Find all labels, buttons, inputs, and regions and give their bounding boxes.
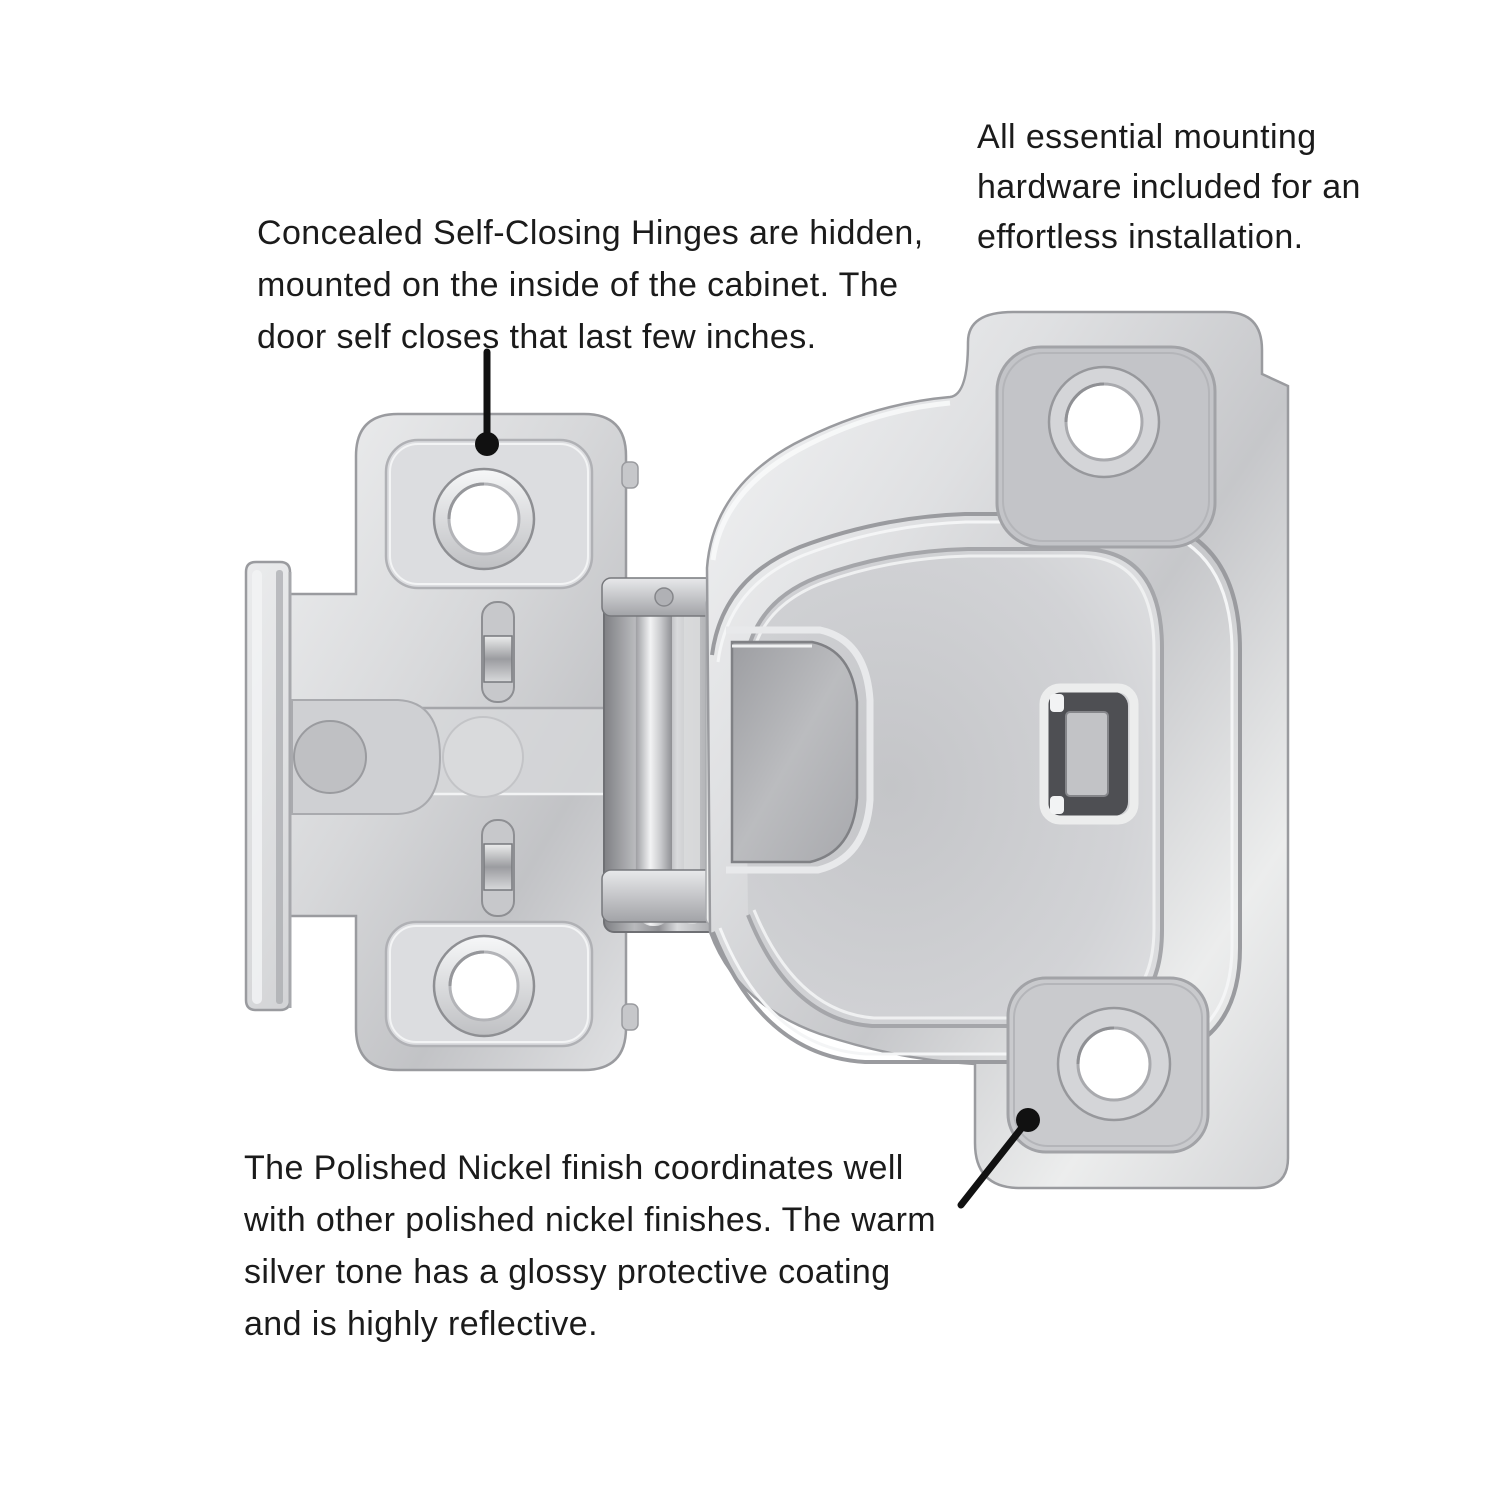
annotation-line: effortless installation. — [977, 218, 1304, 256]
annotation-line: with other polished nickel finishes. The warm — [244, 1201, 937, 1239]
screw-hole-arm-top — [997, 347, 1215, 547]
annotation-polished-nickel — [244, 1142, 936, 1350]
mounting-plate — [246, 414, 638, 1070]
annotation-line: door self closes that last few inches. — [257, 318, 817, 356]
annotation-mounting-hardware — [977, 112, 1361, 262]
adjustment-slot-top — [482, 602, 514, 702]
annotation-line: silver tone has a glossy protective coating — [244, 1253, 891, 1291]
annotation-line: hardware included for an — [977, 168, 1361, 206]
annotation-line: All essential mounting — [977, 118, 1317, 156]
annotation-line: and is highly reflective. — [244, 1305, 598, 1343]
callout-pointer-hinges — [475, 352, 499, 456]
annotation-line: mounted on the inside of the cabinet. The — [257, 266, 899, 304]
annotation-line: The Polished Nickel finish coordinates well — [244, 1149, 904, 1187]
annotation-line: Concealed Self-Closing Hinges are hidden, — [257, 214, 924, 252]
screw-hole-plate-bottom — [434, 936, 534, 1036]
latch-window — [1044, 688, 1134, 820]
adjustment-slot-bottom — [482, 820, 514, 916]
annotation-concealed-hinges — [257, 207, 924, 363]
hinge-arm — [707, 312, 1288, 1188]
screw-hole-plate-top — [434, 469, 534, 569]
